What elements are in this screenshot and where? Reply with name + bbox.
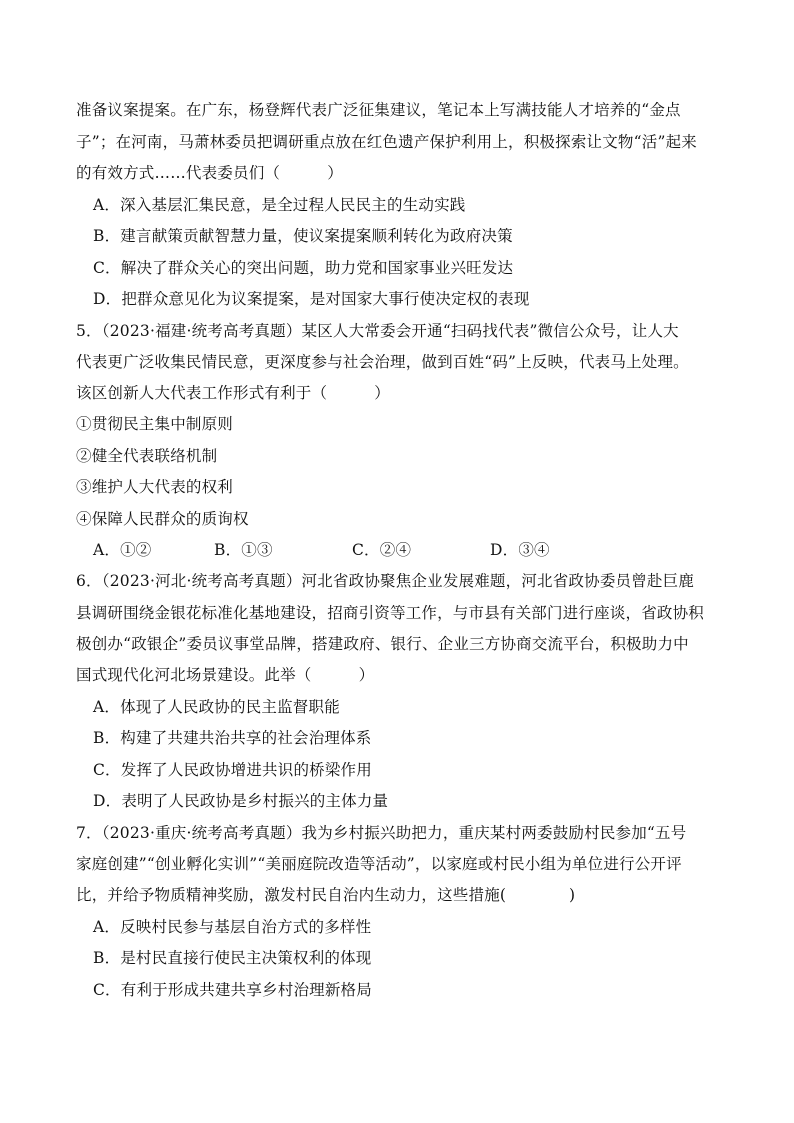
option-b: B．构建了共建共治共享的社会治理体系 bbox=[93, 729, 372, 747]
statement-3: ③维护人大代表的权利 bbox=[76, 478, 234, 496]
option-a: A．深入基层汇集民意，是全过程人民民主的生动实践 bbox=[93, 196, 466, 214]
text-line: 的有效方式……代表委员们（ ） bbox=[76, 164, 343, 182]
option-a: A．①② bbox=[93, 541, 152, 559]
question-7-stem: 7．（2023·重庆·统考高考真题）我为乡村振兴助把力，重庆某村两委鼓励村民参加“五号 bbox=[76, 824, 687, 842]
text-line: 该区创新人大代表工作形式有利于（ ） bbox=[76, 384, 391, 402]
text-line: 家庭创建”“创业孵化实训”“美丽庭院改造等活动”，以家庭或村民小组为单位进行公开评 bbox=[76, 855, 682, 873]
option-d: D．表明了人民政协是乡村振兴的主体力量 bbox=[93, 792, 389, 810]
statement-1: ①贯彻民主集中制原则 bbox=[76, 415, 234, 433]
text-line: 极创办“政银企”委员议事堂品牌，搭建政府、银行、企业三方协商交流平台，积极助力中 bbox=[76, 635, 689, 653]
text-line: 国式现代化河北场景建设。此举（ ） bbox=[76, 666, 375, 684]
question-5-stem: 5．（2023·福建·统考高考真题）某区人大常委会开通“扫码找代表”微信公众号，让人大 bbox=[76, 322, 679, 340]
text-line: 代表更广泛收集民情民意，更深度参与社会治理，做到百姓“码”上反映，代表马上处理。 bbox=[76, 353, 689, 371]
question-6-stem: 6．（2023·河北·统考高考真题）河北省政协聚焦企业发展难题，河北省政协委员曾赴巨鹿 bbox=[76, 572, 695, 590]
option-b: B．是村民直接行使民主决策权利的体现 bbox=[93, 949, 372, 967]
option-a: A．体现了人民政协的民主监督职能 bbox=[93, 698, 340, 716]
option-c: C．发挥了人民政协增进共识的桥梁作用 bbox=[93, 761, 372, 779]
option-a: A．反映村民参与基层自治方式的多样性 bbox=[93, 918, 372, 936]
option-b: B．建言献策贡献智慧力量，使议案提案顺利转化为政府决策 bbox=[93, 227, 513, 245]
text-line: 县调研围绕金银花标准化基地建设，招商引资等工作，与市县有关部门进行座谈，省政协积 bbox=[76, 604, 705, 622]
option-c: C．解决了群众关心的突出问题，助力党和国家事业兴旺发达 bbox=[93, 259, 514, 277]
option-b: B．①③ bbox=[214, 541, 273, 559]
option-c: C．有利于形成共建共享乡村治理新格局 bbox=[93, 981, 372, 999]
option-d: D．③④ bbox=[490, 541, 550, 559]
statement-2: ②健全代表联络机制 bbox=[76, 447, 218, 465]
statement-4: ④保障人民群众的质询权 bbox=[76, 510, 249, 528]
option-d: D．把群众意见化为议案提案，是对国家大事行使决定权的表现 bbox=[93, 290, 530, 308]
text-line: 准备议案提案。在广东，杨登辉代表广泛征集建议，笔记本上写满技能人才培养的“金点 bbox=[76, 101, 681, 119]
text-line: 子”；在河南，马萧林委员把调研重点放在红色遗产保护利用上，积极探索让文物“活”起来 bbox=[76, 133, 697, 151]
text-line: 比，并给予物质精神奖励，激发村民自治内生动力，这些措施( ) bbox=[76, 886, 576, 904]
option-c: C．②④ bbox=[352, 541, 412, 559]
